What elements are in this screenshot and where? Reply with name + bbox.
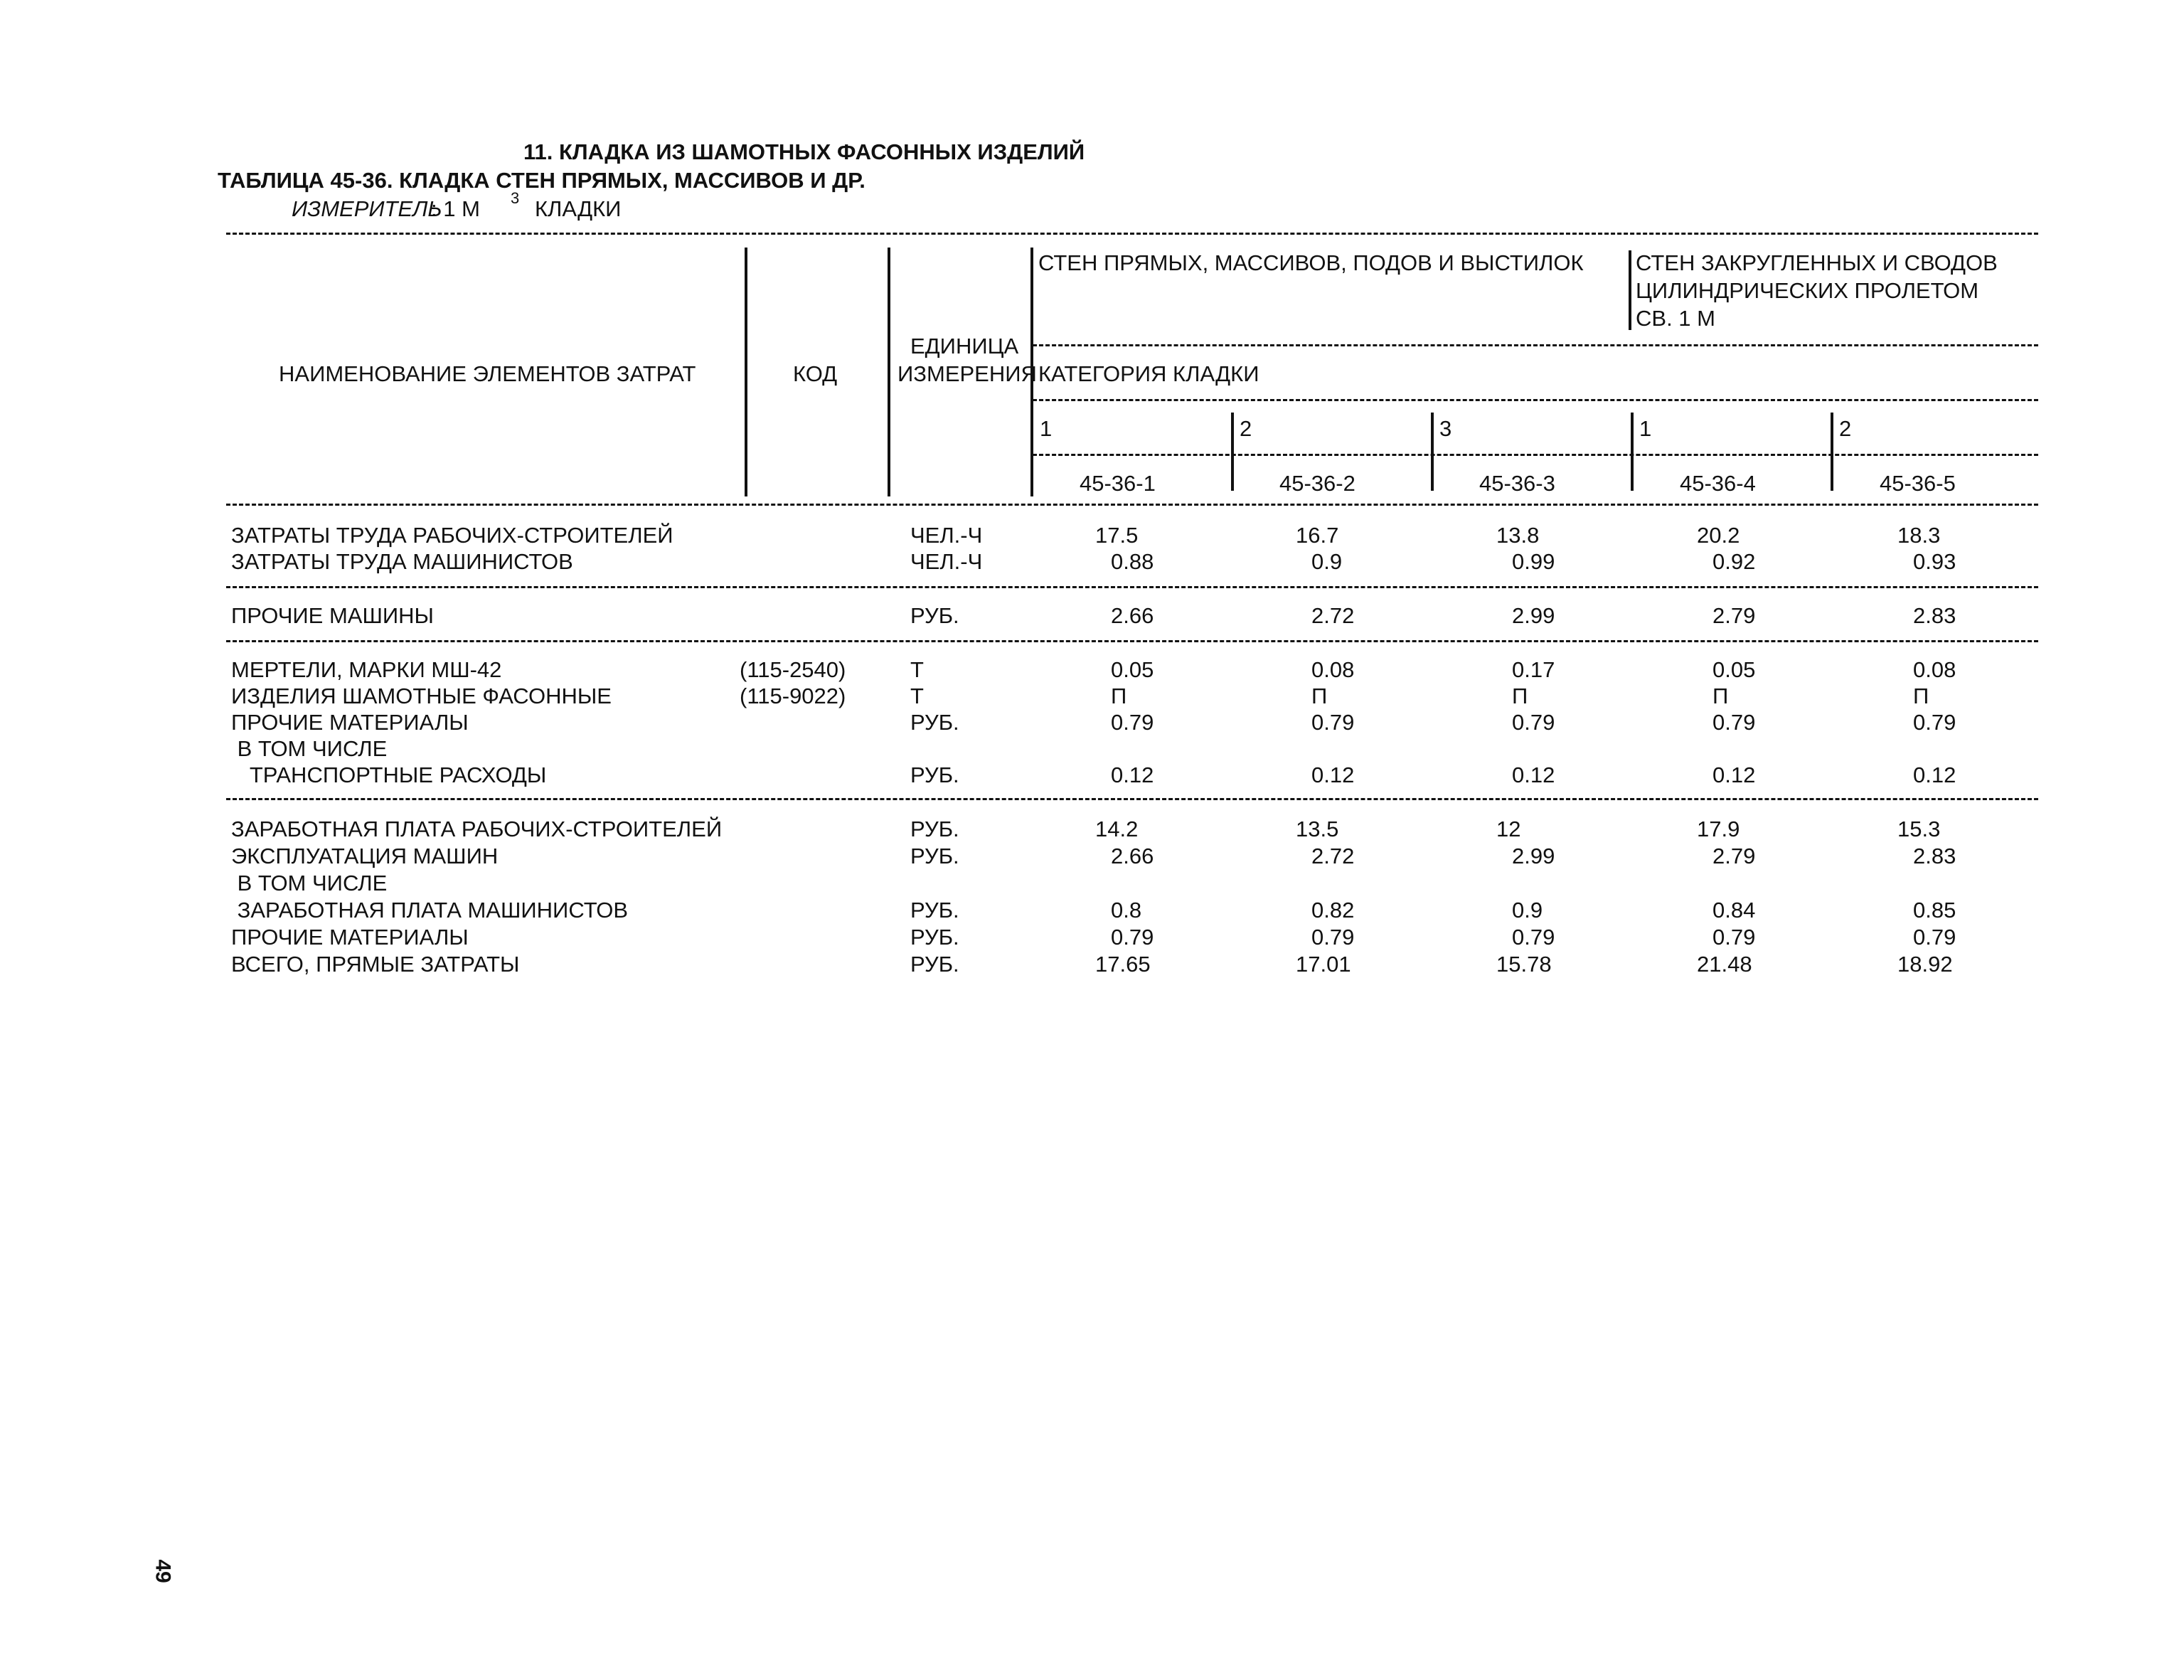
- row-name: ПРОЧИЕ МАШИНЫ: [231, 603, 434, 628]
- row-name: ЗАТРАТЫ ТРУДА МАШИНИСТОВ: [231, 549, 573, 574]
- row-value: 2.99: [1512, 603, 1555, 628]
- meter-label: ИЗМЕРИТЕЛЬ: [292, 196, 442, 221]
- group1-header: СТЕН ПРЯМЫХ, МАССИВОВ, ПОДОВ И ВЫСТИЛОК: [1038, 250, 1584, 275]
- row-unit: РУБ.: [910, 925, 959, 950]
- row-value: 0.12: [1712, 762, 1756, 787]
- row-name: ЗАТРАТЫ ТРУДА РАБОЧИХ-СТРОИТЕЛЕЙ: [231, 523, 673, 548]
- row-value: 17.9: [1697, 817, 1740, 841]
- row-value: 0.05: [1111, 657, 1154, 682]
- row-name: ИЗДЕЛИЯ ШАМОТНЫЕ ФАСОННЫЕ: [231, 684, 612, 708]
- row-value: 2.83: [1913, 844, 1956, 868]
- group2-header-1: СТЕН ЗАКРУГЛЕННЫХ И СВОДОВ: [1636, 250, 1998, 275]
- row-value: 0.17: [1512, 657, 1555, 682]
- row-value: 14.2: [1095, 817, 1139, 841]
- row-value: 0.8: [1111, 898, 1142, 923]
- row-value: 0.82: [1311, 898, 1355, 923]
- rule-section-3: [226, 798, 2038, 800]
- row-value: 2.83: [1913, 603, 1956, 628]
- row-unit: ЧЕЛ.-Ч: [910, 549, 983, 574]
- group2-header-2: ЦИЛИНДРИЧЕСКИХ ПРОЛЕТОМ: [1636, 278, 1979, 303]
- row-value: 16.7: [1296, 523, 1339, 548]
- row-value: 0.12: [1311, 762, 1355, 787]
- category-3: 3: [1439, 416, 1452, 441]
- code-col-1: 45-36-1: [1080, 471, 1156, 496]
- category-4: 1: [1639, 416, 1652, 441]
- row-value: П: [1712, 684, 1729, 708]
- rule-section-1: [226, 586, 2038, 588]
- row-value: 0.79: [1712, 710, 1756, 735]
- row-value: 0.79: [1111, 925, 1154, 950]
- group2-header-3: СВ. 1 М: [1636, 306, 1715, 331]
- row-value: 18.3: [1897, 523, 1941, 548]
- row-value: 0.79: [1111, 710, 1154, 735]
- row-value: П: [1913, 684, 1929, 708]
- row-value: 0.08: [1311, 657, 1355, 682]
- row-value: 13.8: [1496, 523, 1540, 548]
- row-code: (115-2540): [740, 657, 846, 682]
- row-name: В ТОМ ЧИСЛЕ: [231, 871, 388, 895]
- row-value: П: [1311, 684, 1328, 708]
- row-value: 0.12: [1913, 762, 1956, 787]
- row-value: 0.79: [1311, 710, 1355, 735]
- col-name-header: НАИМЕНОВАНИЕ ЭЛЕМЕНТОВ ЗАТРАТ: [279, 361, 696, 386]
- page-number: 49: [151, 1559, 175, 1583]
- row-unit: РУБ.: [910, 817, 959, 841]
- vbar-code: [888, 248, 890, 496]
- row-value: 0.9: [1311, 549, 1343, 574]
- row-value: 0.12: [1111, 762, 1154, 787]
- row-value: 0.79: [1712, 925, 1756, 950]
- vbar-c2: [1231, 413, 1234, 491]
- col-code-header: КОД: [793, 361, 838, 386]
- row-value: 0.79: [1913, 925, 1956, 950]
- row-name: ЗАРАБОТНАЯ ПЛАТА МАШИНИСТОВ: [231, 898, 629, 923]
- meter-exponent: 3: [511, 189, 520, 207]
- row-value: 2.99: [1512, 844, 1555, 868]
- row-unit: РУБ.: [910, 844, 959, 868]
- row-value: 0.9: [1512, 898, 1543, 923]
- row-value: 18.92: [1897, 952, 1953, 977]
- row-unit: ЧЕЛ.-Ч: [910, 523, 983, 548]
- row-value: П: [1512, 684, 1528, 708]
- row-value: 2.79: [1712, 603, 1756, 628]
- row-value: 0.79: [1311, 925, 1355, 950]
- rule-header-bottom: [226, 504, 2038, 506]
- meter-unit: КЛАДКИ: [535, 196, 622, 221]
- row-value: 15.3: [1897, 817, 1941, 841]
- row-value: 0.88: [1111, 549, 1154, 574]
- rule-top: [226, 233, 2038, 235]
- row-name: ЭКСПЛУАТАЦИЯ МАШИН: [231, 844, 499, 868]
- vbar-group: [1629, 250, 1631, 330]
- row-value: 2.66: [1111, 844, 1154, 868]
- row-value: 17.5: [1095, 523, 1139, 548]
- category-2: 2: [1240, 416, 1252, 441]
- vbar-c5: [1831, 413, 1833, 491]
- row-value: 2.72: [1311, 603, 1355, 628]
- code-col-3: 45-36-3: [1479, 471, 1555, 496]
- row-value: 0.79: [1913, 710, 1956, 735]
- table-title: ТАБЛИЦА 45-36. КЛАДКА СТЕН ПРЯМЫХ, МАССИВОВ И ДР.: [218, 168, 865, 193]
- category-header: КАТЕГОРИЯ КЛАДКИ: [1038, 361, 1259, 386]
- category-5: 2: [1839, 416, 1852, 441]
- row-name: МЕРТЕЛИ, МАРКИ МШ-42: [231, 657, 502, 682]
- row-name: ТРАНСПОРТНЫЕ РАСХОДЫ: [231, 762, 547, 787]
- row-value: 2.72: [1311, 844, 1355, 868]
- rule-cat-numbers: [1033, 454, 2038, 456]
- row-code: (115-9022): [740, 684, 846, 708]
- row-value: 0.79: [1512, 925, 1555, 950]
- row-value: 0.05: [1712, 657, 1756, 682]
- row-value: П: [1111, 684, 1127, 708]
- col-unit-header-2: ИЗМЕРЕНИЯ: [897, 361, 1037, 386]
- row-name: ПРОЧИЕ МАТЕРИАЛЫ: [231, 710, 469, 735]
- rule-section-2: [226, 640, 2038, 642]
- row-unit: РУБ.: [910, 952, 959, 977]
- row-value: 2.79: [1712, 844, 1756, 868]
- row-value: 0.08: [1913, 657, 1956, 682]
- row-value: 13.5: [1296, 817, 1339, 841]
- row-value: 0.12: [1512, 762, 1555, 787]
- code-col-2: 45-36-2: [1279, 471, 1355, 496]
- row-value: 0.93: [1913, 549, 1956, 574]
- code-col-5: 45-36-5: [1880, 471, 1956, 496]
- vbar-name: [745, 248, 747, 496]
- row-unit: РУБ.: [910, 762, 959, 787]
- row-unit: Т: [910, 684, 924, 708]
- rule-group: [1033, 344, 2038, 346]
- row-value: 20.2: [1697, 523, 1740, 548]
- section-title: 11. КЛАДКА ИЗ ШАМОТНЫХ ФАСОННЫХ ИЗДЕЛИЙ: [523, 139, 1085, 164]
- category-1: 1: [1040, 416, 1053, 441]
- row-value: 0.99: [1512, 549, 1555, 574]
- rule-category: [1033, 399, 2038, 401]
- code-col-4: 45-36-4: [1680, 471, 1756, 496]
- row-unit: Т: [910, 657, 924, 682]
- row-name: ВСЕГО, ПРЯМЫЕ ЗАТРАТЫ: [231, 952, 520, 977]
- row-name: ПРОЧИЕ МАТЕРИАЛЫ: [231, 925, 469, 950]
- row-value: 0.85: [1913, 898, 1956, 923]
- row-value: 0.84: [1712, 898, 1756, 923]
- vbar-c3: [1431, 413, 1434, 491]
- row-unit: РУБ.: [910, 603, 959, 628]
- row-value: 12: [1496, 817, 1521, 841]
- row-value: 0.79: [1512, 710, 1555, 735]
- row-value: 15.78: [1496, 952, 1552, 977]
- row-value: 17.65: [1095, 952, 1151, 977]
- row-value: 21.48: [1697, 952, 1752, 977]
- col-unit-header-1: ЕДИНИЦА: [910, 334, 1019, 358]
- row-value: 17.01: [1296, 952, 1351, 977]
- row-name: В ТОМ ЧИСЛЕ: [231, 736, 388, 761]
- row-name: ЗАРАБОТНАЯ ПЛАТА РАБОЧИХ-СТРОИТЕЛЕЙ: [231, 817, 723, 841]
- meter-value: : 1 М: [431, 196, 480, 221]
- vbar-c4: [1631, 413, 1634, 491]
- row-unit: РУБ.: [910, 898, 959, 923]
- row-value: 2.66: [1111, 603, 1154, 628]
- row-value: 0.92: [1712, 549, 1756, 574]
- row-unit: РУБ.: [910, 710, 959, 735]
